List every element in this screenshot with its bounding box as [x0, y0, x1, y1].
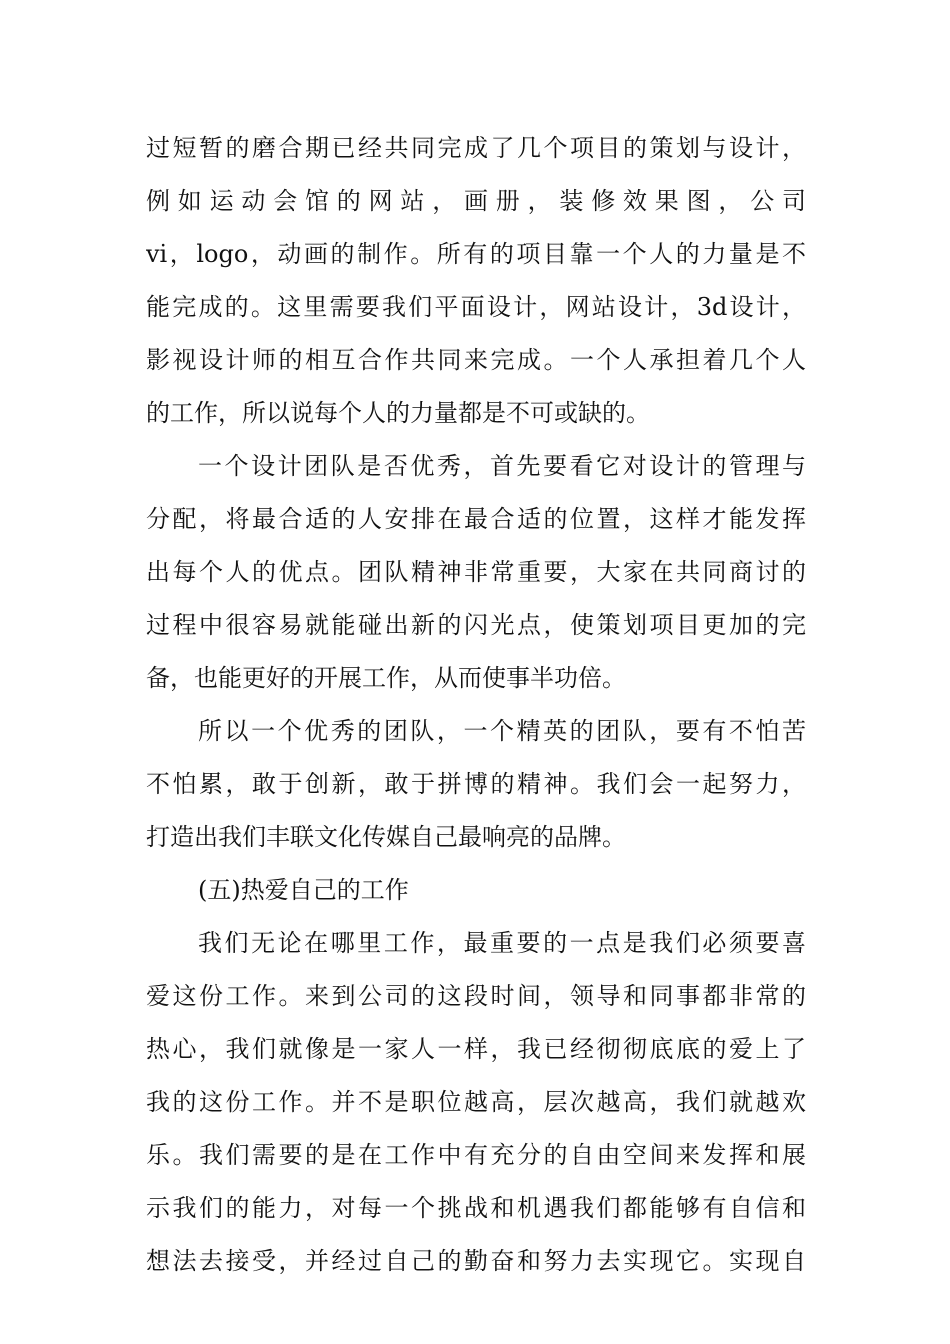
paragraph-first-line: 我们无论在哪里工作，最重要的一点是我们必须要喜 [198, 929, 806, 957]
text-line: 过短暂的磨合期已经共同完成了几个项目的策划与设计， [146, 134, 806, 162]
text-line: 爱这份工作。来到公司的这段时间，领导和同事都非常的 [146, 982, 806, 1010]
text-line: 想法去接受，并经过自己的勤奋和努力去实现它。实现自 [146, 1247, 806, 1275]
document-body [146, 122, 806, 1288]
text-line: 热心，我们就像是一家人一样，我已经彻彻底底的爱上了 [146, 1035, 806, 1063]
paragraph-first-line: 一个设计团队是否优秀，首先要看它对设计的管理与 [198, 452, 806, 480]
text-line: 出每个人的优点。团队精神非常重要，大家在共同商讨的 [146, 558, 806, 586]
text-line: 的工作，所以说每个人的力量都是不可或缺的。 [146, 399, 650, 427]
paragraph-first-line: 所以一个优秀的团队，一个精英的团队，要有不怕苦 [198, 717, 806, 745]
text-line: 打造出我们丰联文化传媒自己最响亮的品牌。 [146, 823, 626, 851]
text-line: 乐。我们需要的是在工作中有充分的自由空间来发挥和展 [146, 1141, 806, 1169]
text-line: 不怕累，敢于创新，敢于拼博的精神。我们会一起努力， [146, 770, 806, 798]
text-line: 过程中很容易就能碰出新的闪光点，使策划项目更加的完 [146, 611, 806, 639]
text-line: 分配，将最合适的人安排在最合适的位置，这样才能发挥 [146, 505, 806, 533]
text-line: vi，logo，动画的制作。所有的项目靠一个人的力量是不 [146, 240, 806, 268]
section-heading: (五)热爱自己的工作 [198, 876, 409, 904]
text-line: 备，也能更好的开展工作，从而使事半功倍。 [146, 664, 626, 692]
text-line: 示我们的能力，对每一个挑战和机遇我们都能够有自信和 [146, 1194, 806, 1222]
text-line: 我的这份工作。并不是职位越高，层次越高，我们就越欢 [146, 1088, 806, 1116]
text-line: 例如运动会馆的网站，画册，装修效果图，公司 [146, 187, 806, 215]
text-line: 影视设计师的相互合作共同来完成。一个人承担着几个人 [146, 346, 806, 374]
text-line: 能完成的。这里需要我们平面设计，网站设计，3d设计， [146, 293, 806, 321]
